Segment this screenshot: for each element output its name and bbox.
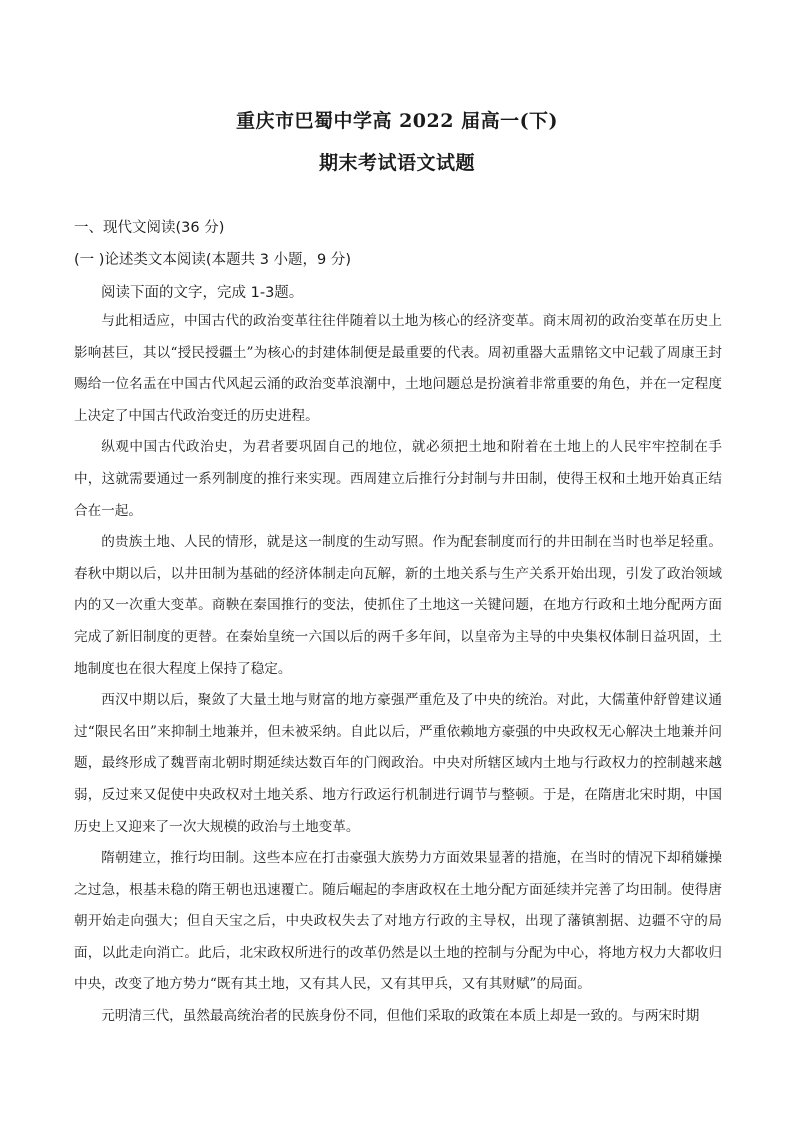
passage-paragraph: 隋朝建立，推行均田制。这些本应在打击豪强大族势力方面效果显著的措施，在当时的情况下却稍嫌操之过急，根基未稳的隋王朝也迅速覆亡。随后崛起的李唐政权在土地分配方面延续并完善了均田制。使得唐朝开始走向强大；但自天宝之后，中央政权失去了对地方行政的主导权，出现了藩镇割据、边疆不守的局面，以此走向消亡。此后，北宋政权所进行的改革仍然是以土地的控制与分配为中心，将地方权力大都收归中央，改变了地方势力“既有其土地，又有其人民，又有其甲兵，又有其财赋”的局面。 bbox=[74, 850, 722, 993]
passage-paragraph: 西汉中期以后，聚敛了大量土地与财富的地方豪强严重危及了中央的统治。对此，大儒董仲舒曾建议通过“限民名田”来抑制土地兼并，但未被采纳。自此以后，严重依赖地方豪强的中央政权无心解决土地兼并问题，最终形成了魏晋南北朝时期延续达数百年的门阀政治。中央对所辖区域内土地与行政权力的控制越来越弱，反过来又促使中央政权对土地关系、地方行政运行机制进行调节与整顿。于是，在隋唐北宋时期，中国历史上又迎来了一次大规模的政治与土地变革。 bbox=[74, 692, 722, 835]
passage-paragraph: 纵观中国古代政治史，为君者要巩固自己的地位，就必须把土地和附着在土地上的人民牢牢控制在手中，这就需要通过一系列制度的推行来实现。西周建立后推行分封制与井田制，使得王权和土地开始真正结合在一起。 bbox=[74, 439, 722, 519]
reading-passage bbox=[74, 306, 722, 1033]
reading-instruction: 阅读下面的文字，完成 1-3题。 bbox=[101, 285, 304, 301]
passage-paragraph: 的贵族土地、人民的情形，就是这一制度的生动写照。作为配套制度而行的井田制在当时也举足轻重。春秋中期以后，以井田制为基础的经济体制走向瓦解，新的土地关系与生产关系开始出现，引发了政治领域内的又一次重大变革。商鞅在秦国推行的变法，使抓住了土地这一关键问题，在地方行政和土地分配两方面完成了新旧制度的更替。在秦始皇统一六国以后的两千多年间，以皇帝为主导的中央集权体制日益巩固，土地制度也在很大程度上保持了稳定。 bbox=[74, 534, 722, 677]
exam-subtitle: 期末考试语文试题 bbox=[318, 152, 475, 174]
passage-paragraph: 元明清三代，虽然最高统治者的民族身份不同，但他们采取的政策在本质上却是一致的。与两宋时期 bbox=[101, 1008, 700, 1025]
subsection-heading: (一 )论述类文本阅读(本题共 3 小题，9 分) bbox=[74, 252, 352, 268]
section-heading: 一、现代文阅读(36 分) bbox=[74, 220, 225, 236]
exam-title: 重庆市巴蜀中学高 2022 届高一(下) bbox=[235, 110, 559, 132]
passage-paragraph: 与此相适应，中国古代的政治变革往往伴随着以土地为核心的经济变革。商末周初的政治变革在历史上影响甚巨，其以“授民授疆土”为核心的封建体制便是最重要的代表。周初重器大盂鼎铭文中记载了周康王封赐给一位名盂在中国古代风起云涌的政治变革浪潮中，土地问题总是扮演着非常重要的角色，并在一定程度上决定了中国古代政治变迁的历史进程。 bbox=[74, 313, 722, 424]
